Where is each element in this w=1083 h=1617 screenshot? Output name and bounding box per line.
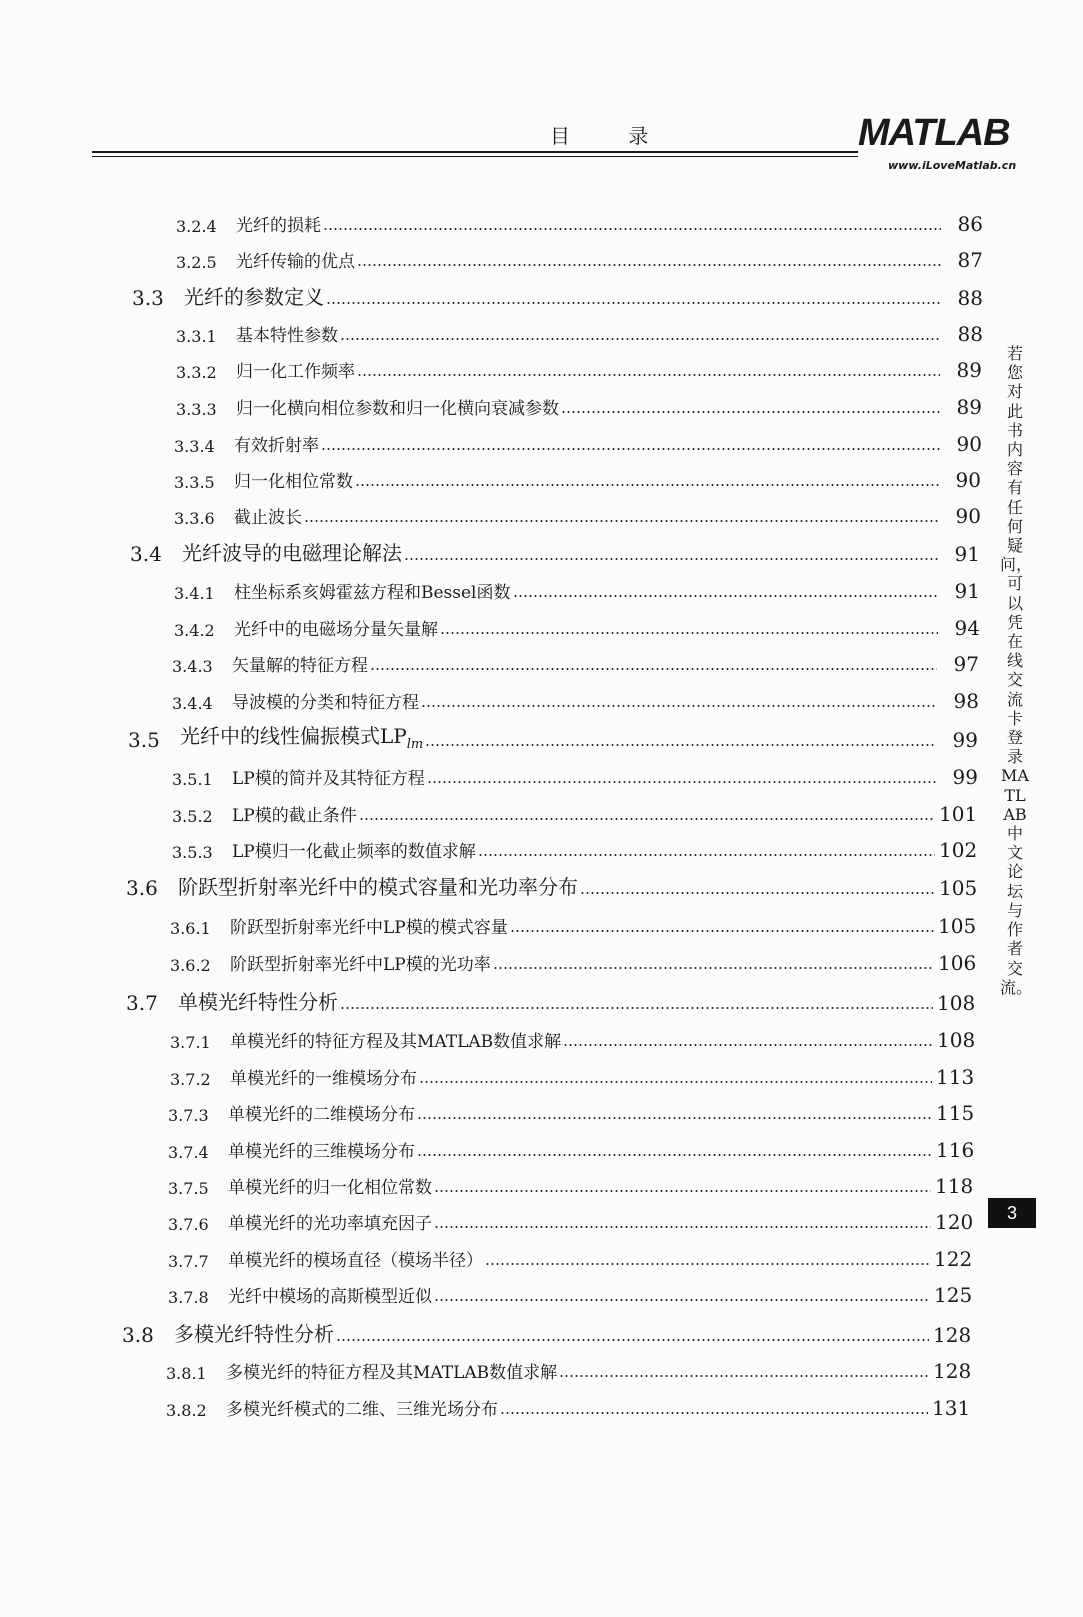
toc-entry-title — [228, 1282, 432, 1307]
toc-entry-title-text: 单模光纤的模场直径（模场半径） — [228, 1251, 483, 1271]
toc-entry-title — [236, 394, 559, 419]
toc-entry-title-text: 光纤波导的电磁理论解法 — [182, 541, 402, 565]
toc-page-number: 87 — [957, 248, 983, 272]
toc-entry-title-text: 单模光纤的光功率填充因子 — [228, 1214, 432, 1234]
toc-section-entry — [132, 280, 983, 310]
toc-entry-title-text: 多模光纤的特征方程及其MATLAB数值求解 — [226, 1363, 558, 1383]
toc-subsection-entry — [170, 1022, 975, 1052]
toc-entry-title — [234, 615, 438, 640]
toc-entry-number: 3.7 — [126, 991, 158, 1015]
toc-subsection-entry — [166, 1353, 971, 1383]
toc-entry-title-text: 阶跃型折射率光纤中的模式容量和光功率分布 — [178, 875, 578, 899]
toc-page-number: 120 — [935, 1210, 974, 1234]
toc-page-number: 91 — [954, 579, 980, 603]
toc-entry-title — [226, 1395, 498, 1420]
toc-subsection-entry — [168, 1095, 974, 1125]
toc-entry-title-text: 光纤中的线性偏振模式LP — [180, 724, 407, 748]
toc-entry-title — [228, 1137, 415, 1162]
toc-subsection-entry — [172, 796, 977, 826]
toc-subsection-entry — [170, 945, 976, 975]
toc-page-number: 131 — [932, 1396, 971, 1420]
toc-entry-title — [228, 1246, 483, 1271]
toc-entry-title-text: 单模光纤的二维模场分布 — [228, 1105, 415, 1125]
toc-entry-title — [182, 537, 402, 566]
toc-entry-number: 3.6.1 — [170, 919, 211, 938]
toc-section-entry — [130, 536, 980, 566]
toc-entry-title — [236, 211, 321, 236]
toc-dot-leader — [321, 448, 940, 450]
toc-entry-title-text: 光纤的参数定义 — [184, 285, 324, 309]
toc-entry-title — [234, 431, 319, 456]
toc-entry-number: 3.2.4 — [176, 217, 217, 236]
toc-entry-number: 3.8.1 — [166, 1364, 207, 1383]
toc-entry-title-text: 归一化横向相位参数和归一化横向衰减参数 — [236, 399, 559, 419]
toc-entry-title-text: 光纤的损耗 — [236, 216, 321, 236]
page-title: 目 录 — [550, 124, 675, 148]
toc-entry-number: 3.8.2 — [166, 1401, 207, 1420]
toc-entry-title — [180, 720, 423, 752]
toc-section-entry — [128, 722, 978, 752]
toc-entry-title-text: 导波模的分类和特征方程 — [232, 693, 419, 713]
toc-subsection-entry — [172, 759, 978, 789]
toc-entry-number: 3.4 — [130, 542, 162, 566]
toc-subsection-entry — [168, 1204, 973, 1234]
toc-dot-leader — [561, 411, 940, 413]
toc-subsection-entry — [174, 426, 982, 456]
toc-entry-number: 3.7.8 — [168, 1288, 209, 1307]
toc-entry-number: 3.7.2 — [170, 1070, 211, 1089]
toc-page-number: 128 — [933, 1359, 972, 1383]
toc-entry-number: 3.3.2 — [176, 363, 217, 382]
toc-subsection-entry — [168, 1132, 974, 1162]
toc-page-number: 105 — [939, 876, 978, 900]
toc-page-number: 125 — [934, 1283, 973, 1307]
toc-subsection-entry — [170, 908, 976, 938]
toc-entry-title — [228, 1173, 432, 1198]
toc-page-number: 102 — [939, 838, 978, 862]
toc-entry-title-text: 单模光纤的一维模场分布 — [230, 1069, 417, 1089]
toc-entry-title-text: 柱坐标系亥姆霍兹方程和Bessel函数 — [234, 583, 511, 603]
toc-entry-title — [178, 986, 338, 1015]
toc-dot-leader — [559, 1375, 929, 1377]
toc-dot-leader — [510, 930, 934, 932]
toc-dot-leader — [357, 374, 940, 376]
toc-entry-title — [226, 1358, 557, 1383]
toc-dot-leader — [323, 228, 941, 230]
toc-subsection-entry — [174, 498, 981, 528]
chapter-tab: 3 — [988, 1198, 1036, 1228]
toc-page-number: 105 — [938, 914, 977, 938]
toc-entry-title-text: 多模光纤特性分析 — [174, 1322, 334, 1346]
toc-entry-number: 3.3.3 — [176, 400, 217, 419]
toc-page-number: 97 — [953, 652, 979, 676]
toc-page-number: 113 — [936, 1065, 975, 1089]
toc-subsection-entry — [174, 573, 980, 603]
toc-entry-title-text: 阶跃型折射率光纤中LP模的模式容量 — [230, 918, 508, 938]
toc-entry-number: 3.8 — [122, 1323, 154, 1347]
toc-entry-title — [234, 578, 511, 603]
toc-dot-leader — [434, 1190, 931, 1192]
toc-entry-title-text: LP模的简并及其特征方程 — [232, 769, 425, 789]
toc-page-number: 94 — [954, 616, 980, 640]
toc-page-number: 101 — [939, 802, 978, 826]
toc-entry-number: 3.7.3 — [168, 1106, 209, 1125]
toc-dot-leader — [417, 1154, 932, 1156]
toc-subsection-entry — [172, 646, 979, 676]
toc-page-number: 99 — [952, 765, 978, 789]
toc-entry-title-text: 阶跃型折射率光纤中LP模的光功率 — [230, 955, 491, 975]
toc-entry-number: 3.7.5 — [168, 1179, 209, 1198]
toc-entry-title-text: 单模光纤的特征方程及其MATLAB数值求解 — [230, 1032, 562, 1052]
toc-entry-number: 3.5 — [128, 728, 160, 752]
toc-entry-title-text: LP模归一化截止频率的数值求解 — [232, 842, 476, 862]
toc-entry-title — [236, 321, 338, 346]
toc-subsection-entry — [174, 610, 980, 640]
toc-subsection-entry — [168, 1277, 972, 1307]
toc-dot-leader — [357, 264, 941, 266]
toc-entry-number: 3.3.5 — [174, 473, 215, 492]
toc-entry-title — [174, 1318, 334, 1347]
toc-entry-title — [178, 871, 578, 900]
toc-entry-number: 3.4.4 — [172, 694, 213, 713]
toc-entry-title-text: 光纤中模场的高斯模型近似 — [228, 1287, 432, 1307]
toc-dot-leader — [485, 1263, 930, 1265]
toc-subsection-entry — [168, 1241, 972, 1271]
toc-entry-title — [228, 1100, 415, 1125]
toc-subsection-entry — [172, 832, 977, 862]
toc-entry-title-text: 光纤传输的优点 — [236, 252, 355, 272]
toc-dot-leader — [359, 818, 935, 820]
toc-dot-leader — [427, 781, 936, 783]
toc-dot-leader — [440, 632, 938, 634]
toc-dot-leader — [340, 1007, 933, 1009]
sidebar-note: 若您对此书内容有任何疑问，可以凭在线交流卡登录MATLAB中文论坛与作者交流。 — [1000, 344, 1033, 997]
toc-entry-title — [232, 651, 368, 676]
toc-subsection-entry — [174, 462, 981, 492]
toc-entry-number: 3.3.6 — [174, 509, 215, 528]
toc-entry-title — [236, 247, 355, 272]
toc-entry-title — [230, 1027, 561, 1052]
toc-page-number: 90 — [956, 432, 982, 456]
toc-page-number: 89 — [956, 358, 982, 382]
toc-dot-leader — [425, 744, 936, 746]
toc-entry-title — [184, 281, 324, 310]
toc-entry-number: 3.6 — [126, 876, 158, 900]
toc-subsection-entry — [176, 316, 983, 346]
toc-entry-title — [232, 837, 476, 862]
toc-entry-number: 3.6.2 — [170, 956, 211, 975]
toc-dot-leader — [434, 1299, 930, 1301]
toc-entry-title-text: 有效折射率 — [234, 436, 319, 456]
toc-dot-leader — [500, 1412, 928, 1414]
toc-section-entry — [126, 985, 975, 1015]
toc-entry-number: 3.7.7 — [168, 1252, 209, 1271]
toc-entry-title-text: 多模光纤模式的二维、三维光场分布 — [226, 1400, 498, 1420]
toc-page-number: 90 — [955, 468, 981, 492]
toc-entry-number: 3.7.4 — [168, 1143, 209, 1162]
toc-entry-number: 3.5.2 — [172, 807, 213, 826]
matlab-logo: MATLAB — [858, 112, 1010, 154]
toc-dot-leader — [417, 1117, 932, 1119]
toc-subsection-entry — [176, 242, 983, 272]
toc-entry-title — [232, 801, 357, 826]
toc-dot-leader — [404, 558, 938, 560]
toc-entry-number: 3.5.3 — [172, 843, 213, 862]
toc-page-number: 88 — [957, 322, 983, 346]
logo-url: www.iLoveMatlab.cn — [888, 159, 1017, 172]
toc-subsection-entry — [172, 683, 979, 713]
toc-page-number: 91 — [954, 542, 980, 566]
toc-subsection-entry — [176, 206, 983, 236]
toc-page-number: 88 — [957, 286, 983, 310]
toc-dot-leader — [493, 967, 934, 969]
toc-page-number: 122 — [934, 1247, 973, 1271]
toc-entry-title — [232, 764, 425, 789]
toc-dot-leader — [326, 302, 941, 304]
toc-entry-title — [232, 688, 419, 713]
toc-dot-leader — [434, 1226, 931, 1228]
toc-subsection-entry — [176, 352, 982, 382]
toc-subsection-entry — [176, 389, 982, 419]
toc-entry-number: 3.7.6 — [168, 1215, 209, 1234]
toc-entry-title — [236, 357, 355, 382]
toc-dot-leader — [336, 1339, 929, 1341]
toc-entry-title-text: 单模光纤的归一化相位常数 — [228, 1178, 432, 1198]
toc-section-entry — [122, 1317, 971, 1347]
toc-entry-title-text: 光纤中的电磁场分量矢量解 — [234, 620, 438, 640]
toc-entry-number: 3.4.3 — [172, 657, 213, 676]
toc-entry-title — [234, 467, 353, 492]
toc-subsection-entry — [170, 1059, 974, 1089]
toc-section-entry — [126, 870, 977, 900]
toc-entry-number: 3.7.1 — [170, 1033, 211, 1052]
toc-page-number: 86 — [957, 212, 983, 236]
toc-entry-title — [230, 950, 491, 975]
toc-dot-leader — [355, 484, 939, 486]
toc-entry-title-text: 单模光纤的三维模场分布 — [228, 1142, 415, 1162]
toc-dot-leader — [580, 892, 935, 894]
toc-dot-leader — [419, 1081, 932, 1083]
toc-dot-leader — [340, 338, 941, 340]
toc-entry-title-text: 单模光纤特性分析 — [178, 990, 338, 1014]
toc-page-number: 108 — [937, 991, 976, 1015]
toc-entry-title — [230, 1064, 417, 1089]
toc-page-number: 118 — [935, 1174, 974, 1198]
toc-page-number: 128 — [933, 1323, 972, 1347]
toc-dot-leader — [370, 668, 937, 670]
toc-entry-number: 3.4.1 — [174, 584, 215, 603]
toc-page-number: 106 — [938, 951, 977, 975]
toc-entry-title-text: LP模的截止条件 — [232, 806, 357, 826]
toc-entry-title-text: 基本特性参数 — [236, 326, 338, 346]
toc-page-number: 98 — [953, 689, 979, 713]
toc-entry-title — [230, 913, 508, 938]
toc-dot-leader — [513, 595, 939, 597]
toc-entry-title-text: 归一化相位常数 — [234, 472, 353, 492]
toc-page-number: 90 — [955, 504, 981, 528]
toc-subsection-entry — [168, 1168, 973, 1198]
toc-entry-number: 3.2.5 — [176, 253, 217, 272]
toc-entry-number: 3.3 — [132, 286, 164, 310]
toc-dot-leader — [304, 520, 939, 522]
toc-entry-title-subscript: lm — [406, 737, 424, 752]
toc-entry-title-text: 矢量解的特征方程 — [232, 656, 368, 676]
toc-page-number: 99 — [952, 728, 978, 752]
toc-entry-number: 3.4.2 — [174, 621, 215, 640]
toc-entry-title — [234, 503, 302, 528]
toc-subsection-entry — [166, 1390, 970, 1420]
toc-page-number: 116 — [936, 1138, 975, 1162]
toc-entry-number: 3.3.1 — [176, 327, 217, 346]
toc-entry-number: 3.5.1 — [172, 770, 213, 789]
toc-entry-title-text: 归一化工作频率 — [236, 362, 355, 382]
toc-page-number: 108 — [937, 1028, 976, 1052]
toc-entry-title-text: 截止波长 — [234, 508, 302, 528]
toc-page-number: 115 — [936, 1101, 975, 1125]
toc-dot-leader — [478, 854, 935, 856]
toc-entry-number: 3.3.4 — [174, 437, 215, 456]
toc-dot-leader — [421, 705, 937, 707]
toc-page-number: 89 — [956, 395, 982, 419]
toc-entry-title — [228, 1209, 432, 1234]
toc-dot-leader — [563, 1044, 933, 1046]
